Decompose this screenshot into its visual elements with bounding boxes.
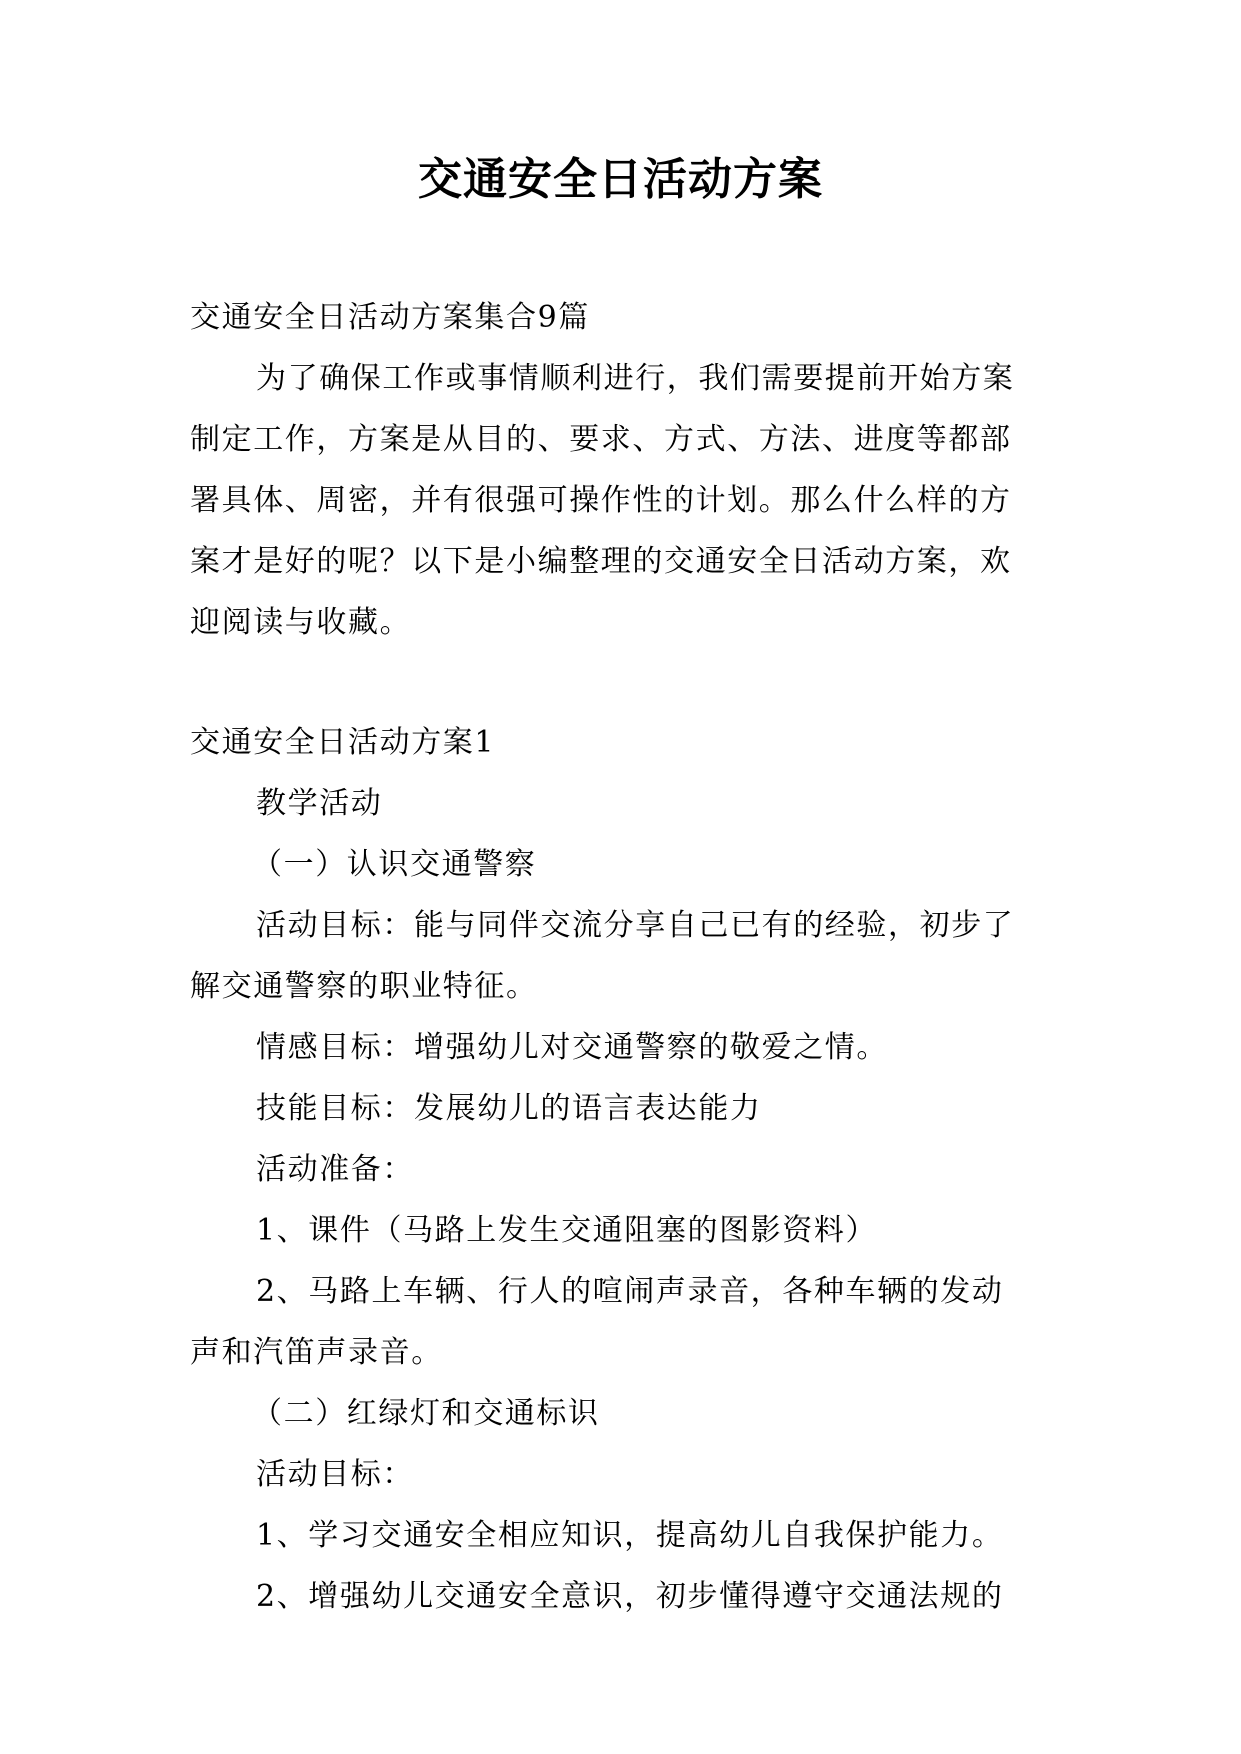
section-heading: 交通安全日活动方案1 bbox=[190, 725, 496, 760]
body-line: 解交通警察的职业特征。 bbox=[190, 969, 538, 1004]
document-title: 交通安全日活动方案 bbox=[418, 154, 823, 205]
intro-paragraph-line: 为了确保工作或事情顺利进行，我们需要提前开始方案 bbox=[256, 361, 1015, 396]
part-heading: （二）红绿灯和交通标识 bbox=[252, 1396, 600, 1431]
intro-paragraph-line: 制定工作，方案是从目的、要求、方式、方法、进度等都部 bbox=[190, 422, 1012, 457]
list-item-continuation: 声和汽笛声录音。 bbox=[190, 1335, 443, 1370]
part-heading: （一）认识交通警察 bbox=[252, 847, 537, 882]
subsection-heading: 教学活动 bbox=[256, 786, 383, 821]
list-item: 2、马路上车辆、行人的喧闹声录音，各种车辆的发动 bbox=[256, 1274, 1004, 1309]
list-item: 2、增强幼儿交通安全意识，初步懂得遵守交通法规的 bbox=[256, 1579, 1004, 1614]
body-line: 活动目标：能与同伴交流分享自己已有的经验，初步了 bbox=[256, 908, 1015, 943]
list-item: 1、学习交通安全相应知识，提高幼儿自我保护能力。 bbox=[256, 1518, 1004, 1553]
body-line: 活动准备： bbox=[256, 1152, 414, 1187]
body-line: 技能目标：发展幼儿的语言表达能力 bbox=[256, 1091, 762, 1126]
intro-paragraph-line: 迎阅读与收藏。 bbox=[190, 605, 412, 640]
list-item: 1、课件（马路上发生交通阻塞的图影资料） bbox=[256, 1213, 878, 1248]
intro-paragraph-line: 署具体、周密，并有很强可操作性的计划。那么什么样的方 bbox=[190, 483, 1012, 518]
body-line: 情感目标：增强幼儿对交通警察的敬爱之情。 bbox=[256, 1030, 888, 1065]
collection-heading: 交通安全日活动方案集合9篇 bbox=[190, 300, 590, 335]
section-spacer bbox=[190, 653, 1052, 712]
document-body bbox=[190, 287, 1052, 1627]
body-line: 活动目标： bbox=[256, 1457, 414, 1492]
intro-paragraph-line: 案才是好的呢？以下是小编整理的交通安全日活动方案，欢 bbox=[190, 544, 1012, 579]
